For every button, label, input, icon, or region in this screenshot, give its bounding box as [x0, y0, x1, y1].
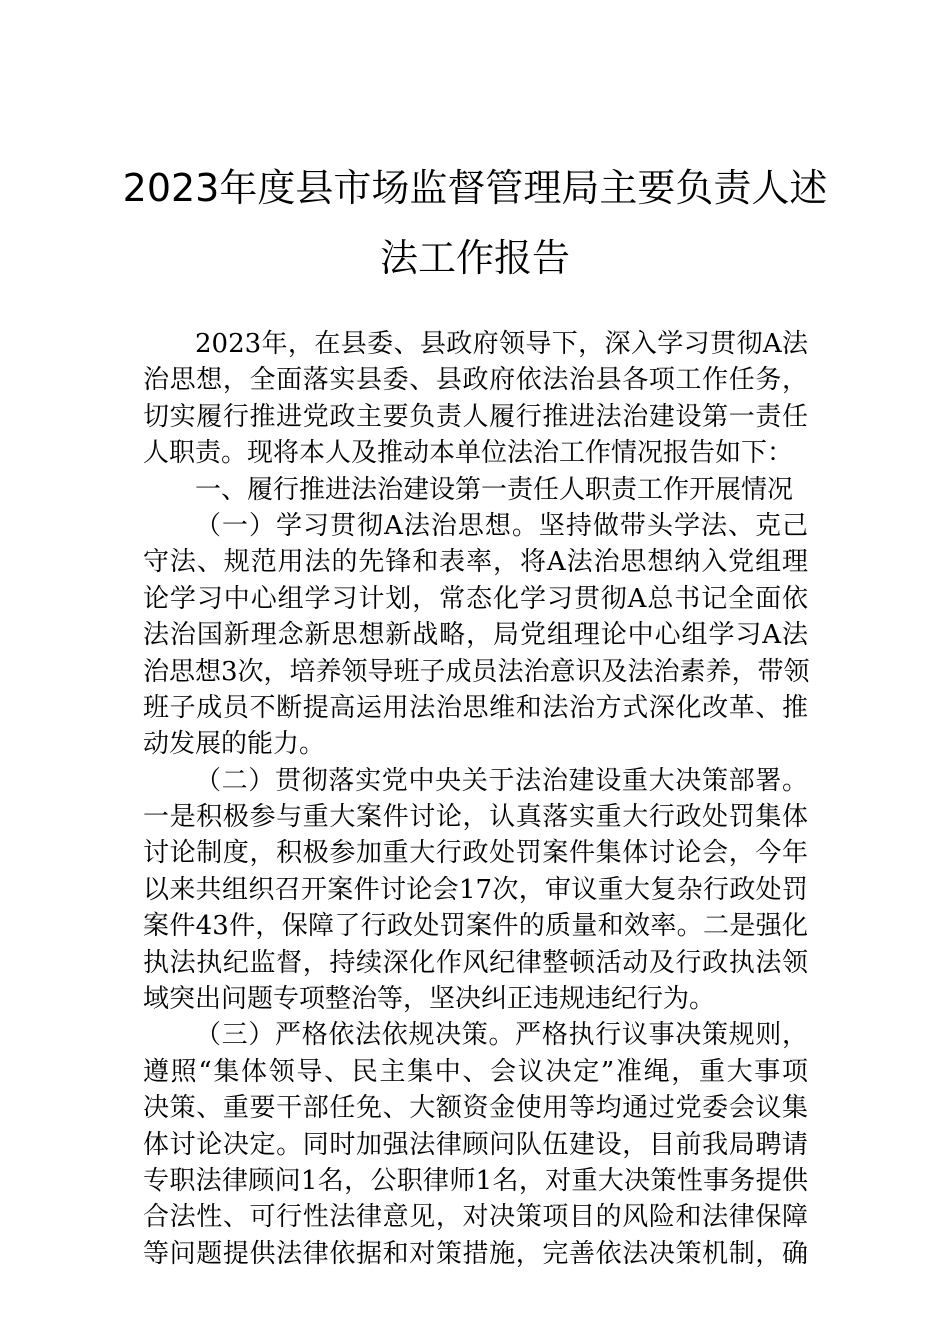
- body-text-line: （一）学习贯彻A法治思想。坚持做带头学法、克己: [195, 510, 808, 541]
- document-title-line-2: 法工作报告: [379, 236, 570, 280]
- body-text-line: 讨论制度，积极参加重大行政处罚案件集体讨论会，今年: [143, 838, 808, 869]
- body-text-line: 法治国新理念新思想新战略，局党组理论中心组学习A法: [143, 620, 808, 651]
- body-text-line: 合法性、可行性法律意见，对决策项目的风险和法律保障: [143, 1202, 808, 1233]
- body-text-line: 执法执纪监督，持续深化作风纪律整顿活动及行政执法领: [143, 947, 808, 978]
- body-text-line: 一、履行推进法治建设第一责任人职责工作开展情况: [195, 474, 794, 505]
- body-text-line: 体讨论决定。同时加强法律顾问队伍建设，目前我局聘请: [143, 1129, 808, 1160]
- body-text-line: 专职法律顾问1名，公职律师1名，对重大决策性事务提供: [143, 1165, 808, 1196]
- document-title-line-1: 2023年度县市场监督管理局主要负责人述: [122, 166, 828, 210]
- body-text-line: 域突出问题专项整治等，坚决纠正违规违纪行为。: [143, 984, 716, 1015]
- body-text-line: 人职责。现将本人及推动本单位法治工作情况报告如下：: [143, 438, 794, 469]
- body-text-line: 决策、重要干部任免、大额资金使用等均通过党委会议集: [143, 1093, 808, 1124]
- body-text-line: 班子成员不断提高运用法治思维和法治方式深化改革、推: [143, 692, 808, 723]
- body-text-line: 切实履行推进党政主要负责人履行推进法治建设第一责任: [143, 401, 808, 432]
- body-text-line: （三）严格依法依规决策。严格执行议事决策规则，: [195, 1020, 808, 1051]
- body-text-line: 等问题提供法律依据和对策措施，完善依法决策机制，确: [143, 1238, 808, 1269]
- document-body: [143, 326, 808, 1272]
- body-text-line: 治思想，全面落实县委、县政府依法治县各项工作任务，: [143, 365, 808, 396]
- body-text-line: （二）贯彻落实党中央关于法治建设重大决策部署。: [195, 765, 808, 796]
- body-text-line: 2023年，在县委、县政府领导下，深入学习贯彻A法: [195, 329, 808, 359]
- body-text-line: 以来共组织召开案件讨论会17次，审议重大复杂行政处罚: [143, 874, 808, 905]
- body-text-line: 治思想3次，培养领导班子成员法治意识及法治素养，带领: [143, 656, 810, 687]
- body-text-line: 遵照“集体领导、民主集中、会议决定”准绳，重大事项: [143, 1056, 808, 1087]
- body-text-line: 案件43件，保障了行政处罚案件的质量和效率。二是强化: [143, 911, 808, 942]
- body-text-line: 论学习中心组学习计划，常态化学习贯彻A总书记全面依: [143, 583, 808, 614]
- body-text-line: 守法、规范用法的先锋和表率，将A法治思想纳入党组理: [143, 547, 808, 578]
- body-text-line: 一是积极参与重大案件讨论，认真落实重大行政处罚集体: [143, 802, 808, 833]
- body-text-line: 动发展的能力。: [143, 729, 326, 760]
